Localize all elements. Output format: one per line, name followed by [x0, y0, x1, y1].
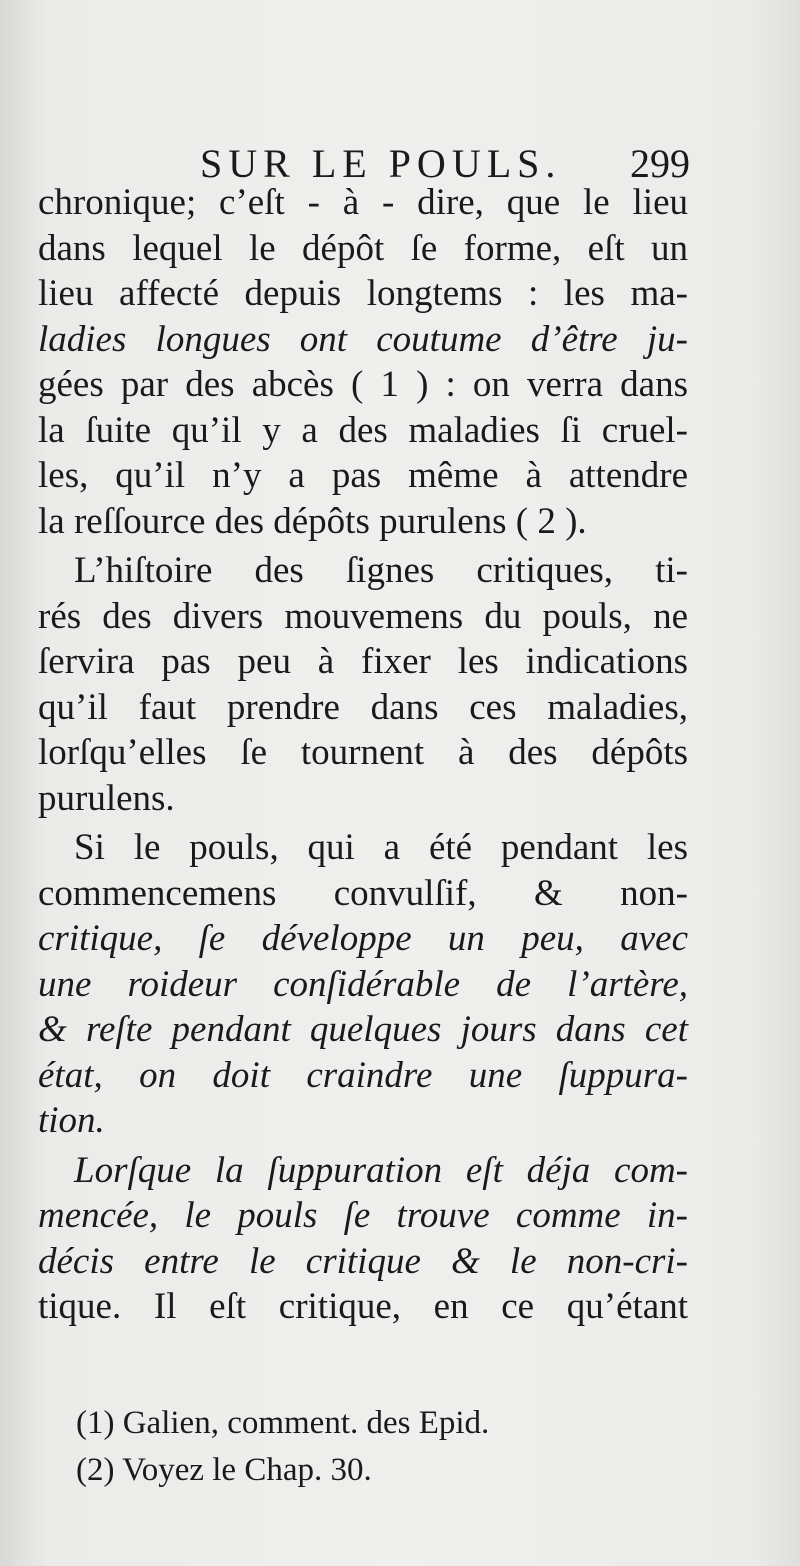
footnote: (1) Galien, comment. des Epid.: [76, 1405, 490, 1441]
text-line: dans lequel le dépôt ſe forme, eſt un: [38, 227, 688, 269]
text-line: gées par des abcès ( 1 ) : on verra dans: [38, 364, 688, 405]
text-line: critique, ſe développe un peu, avec: [38, 918, 688, 959]
text-line: état, on doit craindre une ſuppura-: [38, 1054, 688, 1096]
text-line: ladies longues ont coutume d’être ju-: [38, 318, 688, 360]
text-line: commencemens convulſif, & non-: [38, 872, 688, 914]
text-line: les, qu’il n’y a pas même à attendre: [38, 455, 688, 496]
text-line: Si le pouls, qui a été pendant les: [74, 827, 688, 868]
text-line: lieu affecté depuis longtems : les ma-: [38, 273, 688, 314]
text-line: chronique; c’eſt - à - dire, que le lieu: [38, 182, 688, 223]
text-line: & reſte pendant quelques jours dans cet: [38, 1009, 688, 1050]
text-line: lorſqu’elles ſe tournent à des dépôts: [38, 732, 688, 773]
text-line: qu’il faut prendre dans ces maladies,: [38, 686, 688, 728]
text-line: la ſuite qu’il y a des maladies ſi cruel-: [38, 409, 688, 451]
text-line: rés des divers mouvemens du pouls, ne: [38, 595, 688, 637]
text-line: L’hiſtoire des ſignes critiques, ti-: [74, 550, 688, 591]
footnote: (2) Voyez le Chap. 30.: [76, 1452, 372, 1488]
text-line: mencée, le pouls ſe trouve comme in-: [38, 1195, 688, 1236]
text-line: tique. Il eſt critique, en ce qu’étant: [38, 1286, 688, 1327]
text-line: ſervira pas peu à fixer les indications: [38, 641, 688, 682]
body-text: [38, 180, 688, 1330]
text-line: Lorſque la ſuppuration eſt déja com-: [74, 1149, 688, 1191]
text-line: purulens.: [38, 777, 175, 819]
page-number: 299: [630, 141, 690, 186]
text-line: une roideur conſidérable de l’artère,: [38, 963, 688, 1005]
footnotes: [76, 1400, 696, 1494]
text-line: tion.: [38, 1100, 105, 1141]
text-line: la reſſource des dépôts purulens ( 2 ).: [38, 500, 587, 542]
text-line: décis entre le critique & le non-cri-: [38, 1240, 688, 1282]
running-head: SUR LE POULS.: [200, 141, 562, 186]
